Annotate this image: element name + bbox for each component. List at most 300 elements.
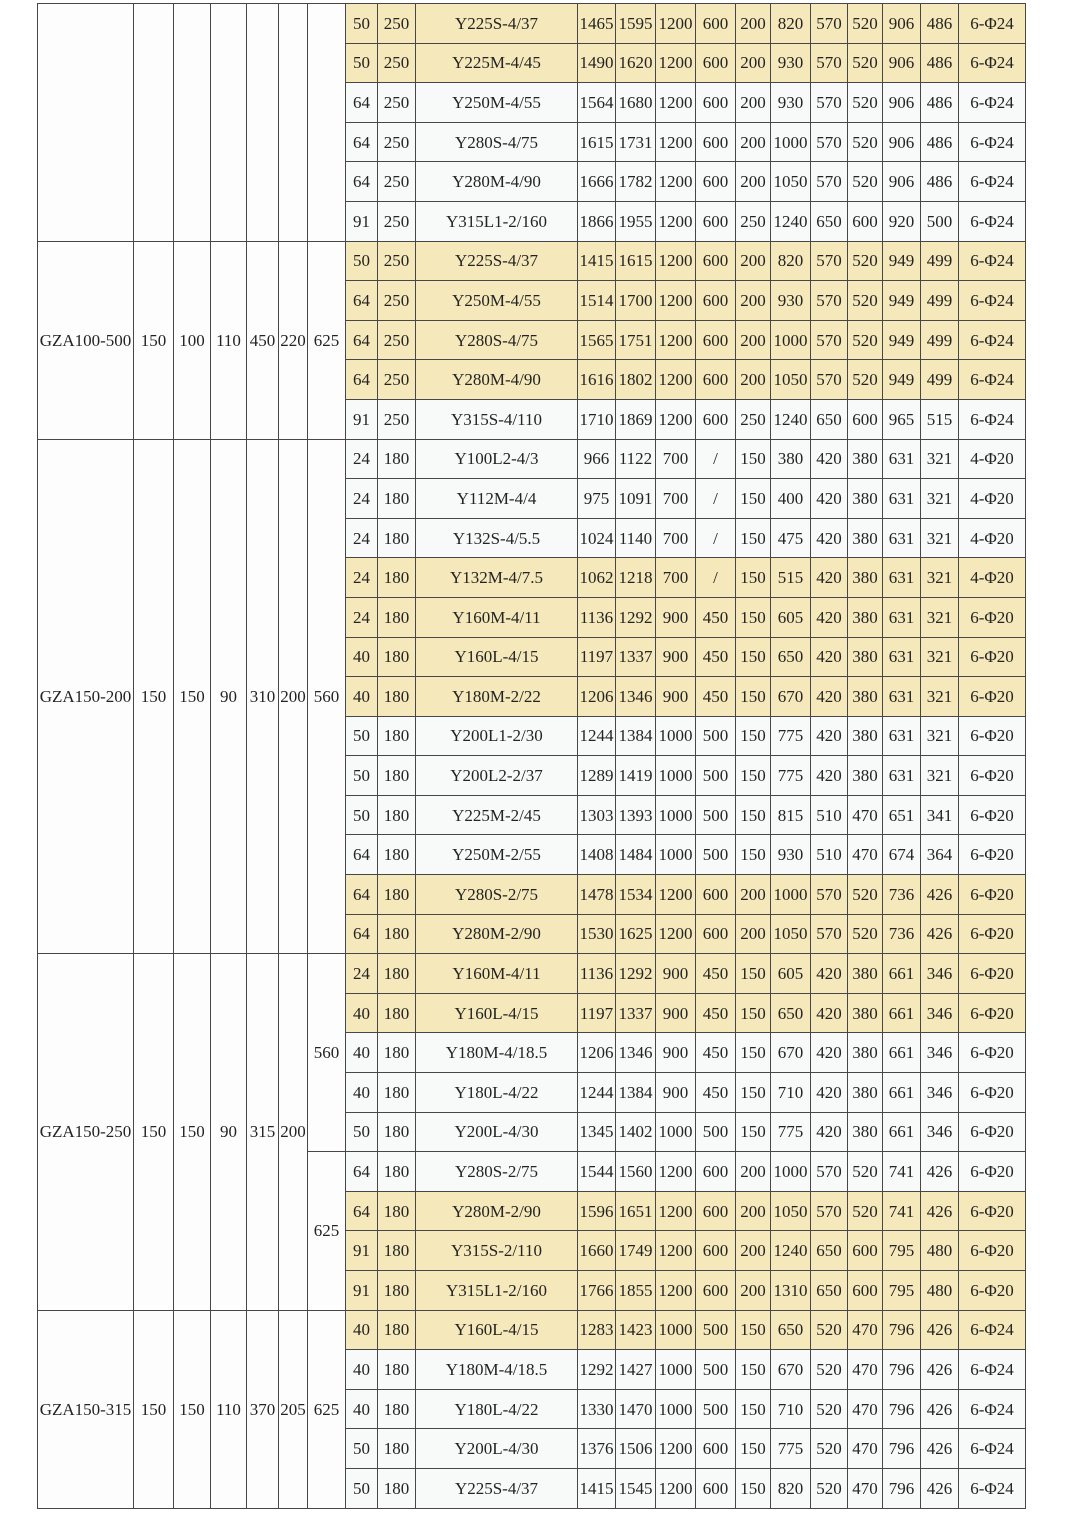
motor-model-cell: Y315S-2/110: [416, 1231, 578, 1271]
data-cell: 906: [883, 4, 921, 44]
motor-spec-table: [37, 3, 1026, 1509]
data-cell: 600: [696, 83, 736, 123]
data-cell: 700: [656, 479, 696, 519]
data-cell: 6-Φ24: [959, 43, 1026, 83]
data-cell: 600: [696, 201, 736, 241]
data-cell: 150: [736, 954, 771, 994]
data-cell: 150: [736, 677, 771, 717]
data-cell: 40: [346, 677, 378, 717]
data-cell: 1200: [656, 914, 696, 954]
data-cell: 91: [346, 1271, 378, 1311]
data-cell: 1470: [616, 1389, 656, 1429]
data-cell: 6-Φ24: [959, 1350, 1026, 1390]
data-cell: 426: [921, 1310, 959, 1350]
data-cell: 1000: [656, 756, 696, 796]
data-cell: 1050: [771, 914, 811, 954]
data-cell: 426: [921, 1152, 959, 1192]
data-cell: 380: [848, 518, 883, 558]
data-cell: 1000: [771, 320, 811, 360]
data-cell: 741: [883, 1191, 921, 1231]
data-cell: 420: [811, 597, 848, 637]
data-cell: 6-Φ20: [959, 1191, 1026, 1231]
motor-model-cell: Y180L-4/22: [416, 1073, 578, 1113]
data-cell: 1000: [771, 875, 811, 915]
data-cell: 6-Φ20: [959, 597, 1026, 637]
data-cell: 180: [378, 1191, 416, 1231]
data-cell: 480: [921, 1231, 959, 1271]
data-cell: 24: [346, 558, 378, 598]
data-cell: 736: [883, 914, 921, 954]
data-cell: 520: [848, 43, 883, 83]
data-cell: 426: [921, 875, 959, 915]
data-cell: 180: [378, 479, 416, 519]
data-cell: 420: [811, 716, 848, 756]
data-cell: 180: [378, 518, 416, 558]
data-cell: 661: [883, 1112, 921, 1152]
data-cell: 520: [848, 1191, 883, 1231]
data-cell: 180: [378, 1033, 416, 1073]
data-cell: 420: [811, 479, 848, 519]
data-cell: 795: [883, 1231, 921, 1271]
data-cell: 820: [771, 241, 811, 281]
data-cell: 631: [883, 479, 921, 519]
motor-model-cell: Y160M-4/11: [416, 954, 578, 994]
data-cell: 1283: [578, 1310, 616, 1350]
data-cell: 796: [883, 1350, 921, 1390]
dim-cell-4: 450: [247, 241, 279, 439]
data-cell: 600: [696, 1271, 736, 1311]
dim-cell-6: 625: [308, 1310, 346, 1508]
motor-model-cell: Y250M-4/55: [416, 83, 578, 123]
data-cell: 1000: [656, 1389, 696, 1429]
data-cell: 470: [848, 1310, 883, 1350]
motor-model-cell: Y280S-4/75: [416, 320, 578, 360]
dim-cell-2: 100: [174, 241, 211, 439]
motor-model-cell: Y200L2-2/37: [416, 756, 578, 796]
data-cell: 50: [346, 43, 378, 83]
data-cell: 420: [811, 954, 848, 994]
data-cell: 520: [848, 241, 883, 281]
data-cell: 930: [771, 835, 811, 875]
data-cell: 380: [848, 1112, 883, 1152]
data-cell: 775: [771, 716, 811, 756]
data-cell: 1680: [616, 83, 656, 123]
data-cell: 200: [736, 914, 771, 954]
data-cell: 150: [736, 518, 771, 558]
dim-cell-4: 315: [247, 954, 279, 1310]
data-cell: 796: [883, 1429, 921, 1469]
data-cell: 180: [378, 637, 416, 677]
data-cell: 600: [696, 1191, 736, 1231]
data-cell: 1289: [578, 756, 616, 796]
data-cell: 180: [378, 875, 416, 915]
data-cell: 91: [346, 1231, 378, 1271]
data-cell: 380: [848, 479, 883, 519]
data-cell: 321: [921, 597, 959, 637]
data-cell: 180: [378, 1429, 416, 1469]
data-cell: 520: [848, 83, 883, 123]
data-cell: 1751: [616, 320, 656, 360]
data-cell: 450: [696, 993, 736, 1033]
data-cell: 6-Φ20: [959, 677, 1026, 717]
dim-cell-1: 150: [134, 439, 174, 954]
data-cell: 1484: [616, 835, 656, 875]
data-cell: 1427: [616, 1350, 656, 1390]
data-cell: 500: [696, 835, 736, 875]
data-cell: 1091: [616, 479, 656, 519]
data-cell: 1595: [616, 4, 656, 44]
dim-cell-2: 150: [174, 954, 211, 1310]
data-cell: 570: [811, 241, 848, 281]
motor-model-cell: Y160L-4/15: [416, 1310, 578, 1350]
data-cell: 91: [346, 399, 378, 439]
motor-model-cell: Y180M-4/18.5: [416, 1350, 578, 1390]
data-cell: 600: [696, 241, 736, 281]
dim-cell-1: 150: [134, 241, 174, 439]
data-cell: 64: [346, 914, 378, 954]
data-cell: 420: [811, 637, 848, 677]
data-cell: 380: [848, 597, 883, 637]
data-cell: 570: [811, 320, 848, 360]
data-cell: 250: [378, 241, 416, 281]
data-cell: 795: [883, 1271, 921, 1311]
data-cell: 150: [736, 1310, 771, 1350]
data-cell: 4-Φ20: [959, 518, 1026, 558]
motor-model-cell: Y132S-4/5.5: [416, 518, 578, 558]
motor-model-cell: Y132M-4/7.5: [416, 558, 578, 598]
data-cell: 1140: [616, 518, 656, 558]
data-cell: 380: [848, 1073, 883, 1113]
data-cell: 6-Φ20: [959, 835, 1026, 875]
data-cell: 480: [921, 1271, 959, 1311]
data-cell: 1393: [616, 795, 656, 835]
data-cell: 6-Φ24: [959, 399, 1026, 439]
dim-cell-4: [247, 4, 279, 242]
data-cell: 40: [346, 1310, 378, 1350]
data-cell: 1240: [771, 399, 811, 439]
data-cell: 1200: [656, 241, 696, 281]
data-cell: 1292: [578, 1350, 616, 1390]
data-cell: 380: [848, 716, 883, 756]
data-cell: 1337: [616, 993, 656, 1033]
data-cell: 150: [736, 993, 771, 1033]
data-cell: 600: [696, 1231, 736, 1271]
data-cell: 1544: [578, 1152, 616, 1192]
data-cell: 426: [921, 1429, 959, 1469]
data-cell: 1345: [578, 1112, 616, 1152]
data-cell: 180: [378, 914, 416, 954]
data-cell: 1615: [616, 241, 656, 281]
data-cell: 1206: [578, 677, 616, 717]
data-cell: 796: [883, 1468, 921, 1508]
data-cell: 1000: [656, 835, 696, 875]
data-cell: 250: [378, 162, 416, 202]
data-cell: 180: [378, 439, 416, 479]
data-cell: 920: [883, 201, 921, 241]
dim-cell-4: 310: [247, 439, 279, 954]
data-cell: 1136: [578, 597, 616, 637]
data-cell: 426: [921, 1389, 959, 1429]
data-cell: 321: [921, 479, 959, 519]
data-cell: 1419: [616, 756, 656, 796]
data-cell: 1337: [616, 637, 656, 677]
data-cell: 420: [811, 558, 848, 598]
data-cell: 150: [736, 597, 771, 637]
data-cell: 1782: [616, 162, 656, 202]
data-cell: 150: [736, 637, 771, 677]
motor-model-cell: Y200L-4/30: [416, 1112, 578, 1152]
data-cell: 486: [921, 162, 959, 202]
data-cell: 661: [883, 993, 921, 1033]
data-cell: 1564: [578, 83, 616, 123]
data-cell: /: [696, 518, 736, 558]
data-cell: 420: [811, 1073, 848, 1113]
data-cell: 150: [736, 1033, 771, 1073]
data-cell: 1200: [656, 1231, 696, 1271]
data-cell: 1200: [656, 1152, 696, 1192]
motor-model-cell: Y280M-4/90: [416, 162, 578, 202]
data-cell: 600: [696, 914, 736, 954]
data-cell: 796: [883, 1389, 921, 1429]
motor-model-cell: Y280M-4/90: [416, 360, 578, 400]
data-cell: 1710: [578, 399, 616, 439]
data-cell: 64: [346, 320, 378, 360]
data-cell: 670: [771, 1350, 811, 1390]
data-cell: 150: [736, 1389, 771, 1429]
data-cell: 1200: [656, 122, 696, 162]
data-cell: 150: [736, 795, 771, 835]
data-cell: 930: [771, 83, 811, 123]
data-cell: 180: [378, 954, 416, 994]
data-cell: 499: [921, 241, 959, 281]
data-cell: 1465: [578, 4, 616, 44]
data-cell: 380: [848, 558, 883, 598]
dim-cell-2: [174, 4, 211, 242]
data-cell: 6-Φ24: [959, 122, 1026, 162]
data-cell: 6-Φ20: [959, 756, 1026, 796]
data-cell: 600: [696, 399, 736, 439]
data-cell: 741: [883, 1152, 921, 1192]
data-cell: 380: [848, 677, 883, 717]
data-cell: 570: [811, 360, 848, 400]
data-cell: 650: [771, 637, 811, 677]
data-cell: 50: [346, 4, 378, 44]
data-cell: 250: [736, 399, 771, 439]
data-cell: 150: [736, 716, 771, 756]
data-cell: 500: [696, 1112, 736, 1152]
data-cell: 1346: [616, 677, 656, 717]
data-cell: 64: [346, 162, 378, 202]
data-cell: 600: [696, 281, 736, 321]
data-cell: 674: [883, 835, 921, 875]
data-cell: 346: [921, 1112, 959, 1152]
data-cell: 1200: [656, 4, 696, 44]
data-cell: 200: [736, 1231, 771, 1271]
model-cell: GZA150-200: [38, 439, 134, 954]
data-cell: 670: [771, 677, 811, 717]
dim-cell-6: [308, 4, 346, 242]
data-cell: 500: [696, 1350, 736, 1390]
data-cell: 631: [883, 637, 921, 677]
data-cell: 321: [921, 439, 959, 479]
data-cell: 6-Φ20: [959, 1231, 1026, 1271]
data-cell: 321: [921, 677, 959, 717]
data-cell: 24: [346, 439, 378, 479]
data-cell: 64: [346, 122, 378, 162]
data-cell: 520: [811, 1429, 848, 1469]
data-cell: 200: [736, 122, 771, 162]
data-cell: 1062: [578, 558, 616, 598]
data-cell: 1240: [771, 1231, 811, 1271]
motor-model-cell: Y180L-4/22: [416, 1389, 578, 1429]
data-cell: 1244: [578, 1073, 616, 1113]
motor-model-cell: Y315L1-2/160: [416, 201, 578, 241]
data-cell: 150: [736, 1429, 771, 1469]
data-cell: 906: [883, 162, 921, 202]
data-cell: 250: [378, 399, 416, 439]
data-cell: 520: [848, 1152, 883, 1192]
data-cell: 64: [346, 1152, 378, 1192]
data-cell: 631: [883, 716, 921, 756]
data-cell: 570: [811, 43, 848, 83]
data-cell: 6-Φ24: [959, 241, 1026, 281]
data-cell: 520: [848, 360, 883, 400]
data-cell: 40: [346, 1350, 378, 1390]
data-cell: 1620: [616, 43, 656, 83]
data-cell: 180: [378, 795, 416, 835]
data-cell: 180: [378, 1389, 416, 1429]
data-cell: 180: [378, 558, 416, 598]
dim-cell-6: 625: [308, 241, 346, 439]
data-cell: 150: [736, 479, 771, 519]
data-cell: 500: [696, 716, 736, 756]
data-cell: 1206: [578, 1033, 616, 1073]
data-cell: 321: [921, 756, 959, 796]
data-cell: 499: [921, 320, 959, 360]
data-cell: 775: [771, 756, 811, 796]
dim-cell-6-top: 560: [308, 954, 346, 1152]
model-cell: GZA150-250: [38, 954, 134, 1310]
data-cell: 1346: [616, 1033, 656, 1073]
model-cell: GZA150-315: [38, 1310, 134, 1508]
data-cell: 570: [811, 162, 848, 202]
data-cell: 1197: [578, 993, 616, 1033]
motor-model-cell: Y280S-2/75: [416, 1152, 578, 1192]
motor-model-cell: Y280M-2/90: [416, 914, 578, 954]
data-cell: 486: [921, 43, 959, 83]
motor-model-cell: Y315S-4/110: [416, 399, 578, 439]
data-cell: 670: [771, 1033, 811, 1073]
data-cell: 64: [346, 83, 378, 123]
data-cell: 1240: [771, 201, 811, 241]
data-cell: 661: [883, 954, 921, 994]
data-cell: 470: [848, 1429, 883, 1469]
data-cell: 180: [378, 1271, 416, 1311]
data-cell: 420: [811, 518, 848, 558]
data-cell: 24: [346, 518, 378, 558]
data-cell: 250: [736, 201, 771, 241]
data-cell: 600: [848, 1231, 883, 1271]
data-cell: /: [696, 558, 736, 598]
data-cell: 1866: [578, 201, 616, 241]
data-cell: 1565: [578, 320, 616, 360]
data-cell: 1415: [578, 241, 616, 281]
data-cell: 600: [696, 43, 736, 83]
data-cell: 6-Φ24: [959, 162, 1026, 202]
data-cell: 6-Φ24: [959, 360, 1026, 400]
data-cell: 600: [696, 875, 736, 915]
data-cell: 346: [921, 1033, 959, 1073]
data-cell: 450: [696, 1033, 736, 1073]
data-cell: 486: [921, 4, 959, 44]
data-cell: 1506: [616, 1429, 656, 1469]
data-cell: 520: [811, 1389, 848, 1429]
data-cell: 1024: [578, 518, 616, 558]
data-cell: 631: [883, 439, 921, 479]
data-cell: 4-Φ20: [959, 479, 1026, 519]
data-cell: 661: [883, 1073, 921, 1113]
data-cell: 6-Φ24: [959, 320, 1026, 360]
data-cell: 426: [921, 1350, 959, 1390]
data-cell: 1200: [656, 201, 696, 241]
data-cell: 1000: [656, 1112, 696, 1152]
data-cell: 520: [848, 122, 883, 162]
data-cell: 200: [736, 360, 771, 400]
data-cell: 250: [378, 43, 416, 83]
data-cell: 1545: [616, 1468, 656, 1508]
data-cell: 1749: [616, 1231, 656, 1271]
model-cell: GZA100-500: [38, 241, 134, 439]
data-cell: 1200: [656, 162, 696, 202]
data-cell: 600: [696, 320, 736, 360]
data-cell: 380: [848, 439, 883, 479]
data-cell: 520: [848, 320, 883, 360]
data-cell: 450: [696, 677, 736, 717]
model-cell: [38, 4, 134, 242]
data-cell: 180: [378, 1152, 416, 1192]
data-cell: 1200: [656, 281, 696, 321]
data-cell: 1408: [578, 835, 616, 875]
data-cell: 1384: [616, 1073, 656, 1113]
dim-cell-3: 90: [211, 954, 247, 1310]
data-cell: 1000: [656, 1350, 696, 1390]
data-cell: 200: [736, 4, 771, 44]
dim-cell-3: [211, 4, 247, 242]
data-cell: 1514: [578, 281, 616, 321]
data-cell: 4-Φ20: [959, 439, 1026, 479]
data-cell: 486: [921, 122, 959, 162]
data-cell: 6-Φ20: [959, 914, 1026, 954]
data-cell: 1000: [656, 716, 696, 756]
data-cell: 6-Φ20: [959, 637, 1026, 677]
data-cell: 24: [346, 479, 378, 519]
data-cell: 200: [736, 83, 771, 123]
data-cell: 150: [736, 1112, 771, 1152]
data-cell: 1869: [616, 399, 656, 439]
data-cell: 520: [848, 914, 883, 954]
data-cell: 631: [883, 558, 921, 598]
data-cell: 200: [736, 1271, 771, 1311]
data-cell: 400: [771, 479, 811, 519]
motor-model-cell: Y180M-2/22: [416, 677, 578, 717]
data-cell: 150: [736, 835, 771, 875]
data-cell: 710: [771, 1389, 811, 1429]
data-cell: 1402: [616, 1112, 656, 1152]
data-cell: 1218: [616, 558, 656, 598]
dim-cell-6-bottom: 625: [308, 1152, 346, 1310]
dim-cell-6: 560: [308, 439, 346, 954]
motor-model-cell: Y180M-4/18.5: [416, 1033, 578, 1073]
